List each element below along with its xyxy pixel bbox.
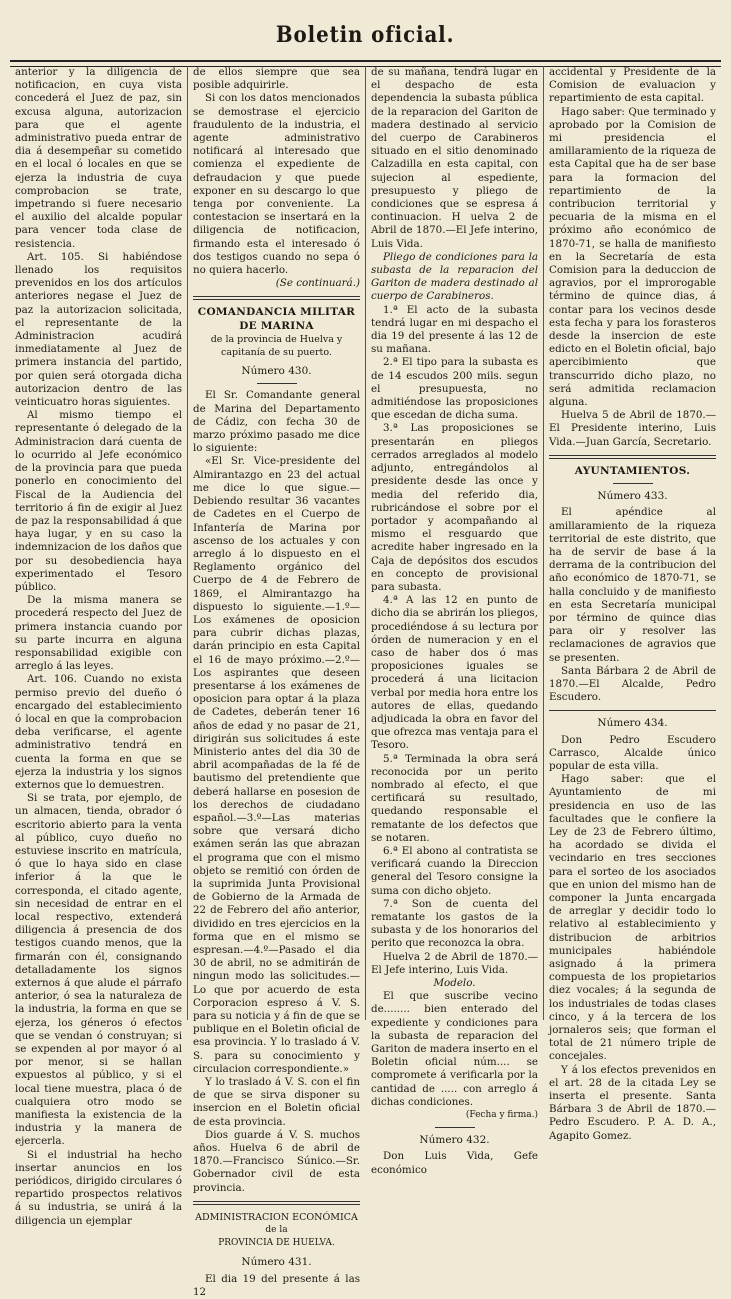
col4-number-433: Número 433. bbox=[597, 490, 668, 503]
col1-paragraph-4: De la misma manera se procederá respecto del Juez de primera instancia cuando por su parte incurra en alguna responsabilidad exigible con arreglo á las leyes. bbox=[15, 594, 182, 673]
column-4 bbox=[543, 66, 721, 1142]
col3-paragraph-5: Don Luis Vida, Gefe económico bbox=[371, 1150, 538, 1176]
short-rule bbox=[435, 1127, 475, 1128]
col2-section-title: COMANDANCIA MILITAR DE MARINA bbox=[197, 306, 356, 332]
col2-paragraph-1: de ellos siempre que sea posible adquirirle. bbox=[193, 66, 360, 92]
col4-paragraph-2: Hago saber: Que terminado y aprobado por la Comision de mi presidencia el amillaramiento de la riqueza de esta Capital que ha de ser base para la formacion del repartimiento de la contribucion territorial y pecuaria de la misma en el próximo año económico de 1870-71, se halla de manifiesto en la Secretaría de esta Comision para la deduccion de agravios, por el improrogable término de quince dias, á contar para los vecinos desde esta fecha y para los forasteros desde la insercion de este edicto en el Boletin oficial, bajo apercibimiento que transcurrido dicho plazo, no será admitida reclamacion alguna. bbox=[549, 105, 716, 409]
col2-paragraph-7: El dia 19 del presente á las 12 bbox=[193, 1272, 360, 1298]
col2-paragraph-2: Si con los datos mencionados se demostrase el ejercicio fraudulento de la industria, el agente administrativo notificará al interesado que comienza el expediente de defraudacion y que puede exponer en su descargo lo que tenga por conveniente. La contestacion se insertará en la diligencia de notificacion, firmando esta el interesado ó dos testigos cuando no sepa ó no quiera hacerlo. bbox=[193, 92, 360, 277]
col2-number-430: Número 430. bbox=[241, 365, 312, 378]
col4-paragraph-8: Y á los efectos prevenidos en el art. 28 de la citada Ley se inserta el presente. Santa Bárbara 3 de Abril de 1870.—Pedro Escudero. P. A. D. A., Agapito Gomez. bbox=[549, 1063, 716, 1142]
section-divider bbox=[193, 296, 360, 300]
col1-paragraph-3: Al mismo tiempo el representante ó delegado de la Administracion dará cuenta de lo ocurrido al Jefe económico de la provincia para que pueda ponerlo en conocimiento del Fiscal de la Audiencia del territorio á fin de exigir al Juez de paz la responsabilidad á que haya lugar, y en su caso la indemnizacion de los daños que por su desobediencia haya experimentado el Tesoro público. bbox=[15, 409, 182, 593]
col3-modelo: Modelo. bbox=[433, 977, 476, 990]
col1-paragraph-7: Si el industrial ha hecho insertar anuncios en los periódicos, dirigido circulares ó repartido prospectos relativos á su industria, se unirá á la diligencia un ejemplar bbox=[15, 1148, 182, 1227]
column-1 bbox=[10, 66, 187, 1227]
col3-condition-4: 4.ª A las 12 en punto de dicho dia se abrirán los pliegos, procediéndose á su lectura por órden de numeracion y en el caso de haber dos ó mas proposiciones iguales se procederá á una licitacion verbal por media hora entre los autores de ellas, quedando adjudicada la obra en favor del que ofrezca mas ventaja para el Tesoro. bbox=[371, 594, 538, 752]
rule bbox=[549, 710, 716, 711]
short-rule bbox=[257, 383, 297, 384]
col3-condition-5: 5.ª Terminada la obra será reconocida por un perito nombrado al efecto, el que certificará su resultado, quedando responsable el rematante de los defectos que se notaren. bbox=[371, 752, 538, 844]
col1-article-105: Art. 105. Si habiéndose llenado los requisitos prevenidos en los dos artículos anteriores negase el Juez de paz la autorizacion solicitada, el representante de la Administracion acudirá inmediatamente al Juez de primera instancia del partido, por quien será otorgada dicha autorizacion dentro de las veinticuatro horas siguientes. bbox=[15, 250, 182, 409]
col4-paragraph-4: El apéndice al amillaramiento de la riqueza territorial de este distrito, que ha de servir de base á la derrama de la contribucion del año económico de 1870-71, se halla concluido y de manifiesto en esta Secretaría municipal por término de quince dias para oir y resolver las reclamaciones de agravios que se presenten. bbox=[549, 506, 716, 664]
col3-condition-2: 2.ª El tipo para la subasta es de 14 escudos 200 mils. segun el presupuesta, no admitiéndose las proposiciones que escedan de dicha suma. bbox=[371, 356, 538, 422]
col3-paragraph-3: Huelva 2 de Abril de 1870.—El Jefe interino, Luis Vida. bbox=[371, 950, 538, 976]
col2-section2-de: de la bbox=[265, 1225, 288, 1236]
col4-number-434: Número 434. bbox=[597, 717, 668, 730]
masthead bbox=[10, 0, 721, 58]
col4-paragraph-6: Don Pedro Escudero Carrasco, Alcalde único popular de esta villa. bbox=[549, 733, 716, 772]
column-2 bbox=[187, 66, 365, 1298]
col2-paragraph-3: El Sr. Comandante general de Marina del Departamento de Cádiz, con fecha 30 de marzo próximo pasado me dice lo siguiente: bbox=[193, 389, 360, 455]
col2-number-431: Número 431. bbox=[241, 1256, 312, 1269]
col2-section2-title: ADMINISTRACION ECONÓMICA bbox=[195, 1211, 358, 1223]
columns bbox=[10, 66, 721, 1298]
masthead-title: Boletin oficial. bbox=[276, 22, 455, 48]
col4-paragraph-1: accidental y Presidente de la Comision de evaluacion y repartimiento de esta capital. bbox=[549, 66, 716, 105]
col2-paragraph-4: «El Sr. Vice-presidente del Almirantazgo en 23 del actual me dice lo que sigue.—Debiendo resultar 36 vacantes de Cadetes en el Cuerpo de Infantería de Marina por ascenso de los actuales y con arreglo á lo dispuesto en el Reglamento orgánico del Cuerpo de 4 de Febrero de 1869, el Almirantazgo ha dispuesto lo siguiente.—1.º—Los exámenes de oposicion para cubrir dichas plazas, darán principio en esta Capital el 16 de mayo próximo.—2.º—Los aspirantes que deseen presentarse á los exámenes de oposicion para optar á la plaza de Cadetes, deberán tener 16 años de edad y no pasar de 21, dirigirán sus solicitudes á este Ministerio antes del dia 30 de abril acompañadas de la fé de bautismo del pretendiente que deberá hallarse en posesion de los derechos de ciudadano español.—3.º—Las materias sobre que versará dicho exámen serán las que abrazan el programa que con el mismo objeto se remitió con órden de la suprimida Junta Provisional de Gobierno de la Armada de 22 de Febrero del año anterior, dividido en tres ejercicios en la forma que en el mismo se espresan.—4.º—Pasado el dia 30 de abril, no se admitirán de ningun modo las solicitudes.—Lo que por acuerdo de esta Corporacion espreso á V. S. para su noticia y á fin de que se publique en el Boletin oficial de esa provincia. Y lo traslado á V. S. para su conocimiento y circulacion correspondiente.» bbox=[193, 455, 360, 1075]
col3-paragraph-1: de su mañana, tendrá lugar en el despacho de esta dependencia la subasta pública de la reparacion del Gariton de madera destinado al servicio del cuerpo de Carabineros situado en el sitio denominado Calzadilla en esta capital, con sujecion al espediente, presupuesto y pliego de condiciones que se espresa á continuacion. H uelva 2 de Abril de 1870.—El Jefe interino, Luis Vida. bbox=[371, 66, 538, 250]
col2-section-subtitle: de la provincia de Huelva y capitanía de su puerto. bbox=[210, 333, 343, 359]
section-divider-2 bbox=[193, 1201, 360, 1205]
col3-paragraph-4: El que suscribe vecino de........ bien enterado del expediente y condiciones para la subasta de reparacion del Gariton de madera inserto en el Boletin oficial núm.... se compromete á verificarla por la cantidad de ..... con arreglo á dichas condiciones. bbox=[371, 990, 538, 1108]
short-rule bbox=[613, 483, 653, 484]
col3-condition-7: 7.ª Son de cuenta del rematante los gastos de la subasta y de los honorarios del perito que reconozca la obra. bbox=[371, 897, 538, 950]
section-divider bbox=[549, 455, 716, 459]
col3-condition-6: 6.ª El abono al contratista se verificará cuando la Direccion general del Tesoro consigne la suma con dicho objeto. bbox=[371, 844, 538, 897]
column-3 bbox=[365, 66, 543, 1176]
col1-paragraph-6: Si se trata, por ejemplo, de un almacen, tienda, obrador ó escritorio abierto para la venta al público, cuyo dueño no estuviese inscrito en matrícula, ó que lo haya sido en clase inferior á la que le corresponda, el citado agente, sin necesidad de entrar en el local respectivo, extenderá diligencia á presencia de dos testigos cuando menos, que la firmarán con él, consignando detalladamente los signos externos á que alude el párrafo anterior, ó sea la naturaleza de la industria, la forma en que se ejerza, los géneros ó efectos que se vendan ó construyan; si se expenden al por mayor ó al por menor, si se hallan expuestos al público, y si el local tiene muestra, placa ó de cualquiera otro modo se manifiesta la existencia de la industria y la manera de ejercerla. bbox=[15, 792, 182, 1148]
col4-section-title: AYUNTAMIENTOS. bbox=[574, 464, 691, 477]
col4-paragraph-5: Santa Bárbara 2 de Abril de 1870.—El Alcalde, Pedro Escudero. bbox=[549, 664, 716, 704]
col3-condition-3: 3.ª Las proposiciones se presentarán en pliegos cerrados arreglados al modelo adjunto, entregándolos al presidente desde las once y media del referido dia, rubricándose el sobre por el portador y acompañando al mismo el resguardo que acredite haber ingresado en la Caja de depósitos dos escudos en concepto de provisional para subasta. bbox=[371, 422, 538, 593]
col3-condition-1: 1.ª El acto de la subasta tendrá lugar en mi despacho el dia 19 del presente á las 12 de su mañana. bbox=[371, 303, 538, 356]
col4-paragraph-7: Hago saber: que el Ayuntamiento de mi presidencia en uso de las facultades que le confiere la Ley de 23 de Febrero último, ha acordado se divida el vecindario en tres secciones para el sorteo de los asociados que en union del mismo han de componer la Junta encargada de arreglar y decidir todo lo relativo al establecimiento y distribucion de arbitrios municipales habiéndole asignado á la primera compuesta de los propietarios diez vocales; á la segunda de los industriales de todas clases cinco, y á la tercera de los jornaleros seis; que forman el total de 21 número triple de concejales. bbox=[549, 773, 716, 1063]
col3-number-432: Número 432. bbox=[419, 1134, 490, 1147]
col2-paragraph-5: Y lo traslado á V. S. con el fin de que se sirva disponer su insercion en el Boletin oficial de esta provincia. bbox=[193, 1076, 360, 1128]
col1-paragraph-1: anterior y la diligencia de notificacion, en cuya vista concederá el Juez de paz, sin excusa alguna, autorizacion para que el agente administrativo pueda entrar de dia á desempeñar su cometido en el local ó locales en que se ejerza la industria de cuya comprobacion se trate, impetrando si fuere necesario el auxilio del alcalde popular para vencer toda clase de resistencia. bbox=[15, 66, 182, 250]
col1-article-106: Art. 106. Cuando no exista permiso previo del dueño ó encargado del establecimiento ó local en que la comprobacion deba verificarse, el agente administrativo tendrá en cuenta la forma en que se ejerza la industria y los signos externos que lo demuestren. bbox=[15, 673, 182, 791]
col3-pliego-title: Pliego de condiciones para la subasta de la reparacion del Gariton de madera destinado al cuerpo de Carabineros. bbox=[371, 250, 538, 303]
col3-fecha: (Fecha y firma.) bbox=[465, 1110, 538, 1121]
col2-section2-subtitle: PROVINCIA DE HUELVA. bbox=[218, 1238, 335, 1249]
col4-paragraph-3: Huelva 5 de Abril de 1870.—El Presidente interino, Luis Vida.—Juan García, Secretario. bbox=[549, 409, 716, 448]
col2-continuara: (Se continuará.) bbox=[275, 277, 360, 290]
col2-paragraph-6: Dios guarde á V. S. muchos años. Huelva 6 de abril de 1870.—Francisco Súnico.—Sr. Gobernador civil de esta provincia. bbox=[193, 1128, 360, 1194]
